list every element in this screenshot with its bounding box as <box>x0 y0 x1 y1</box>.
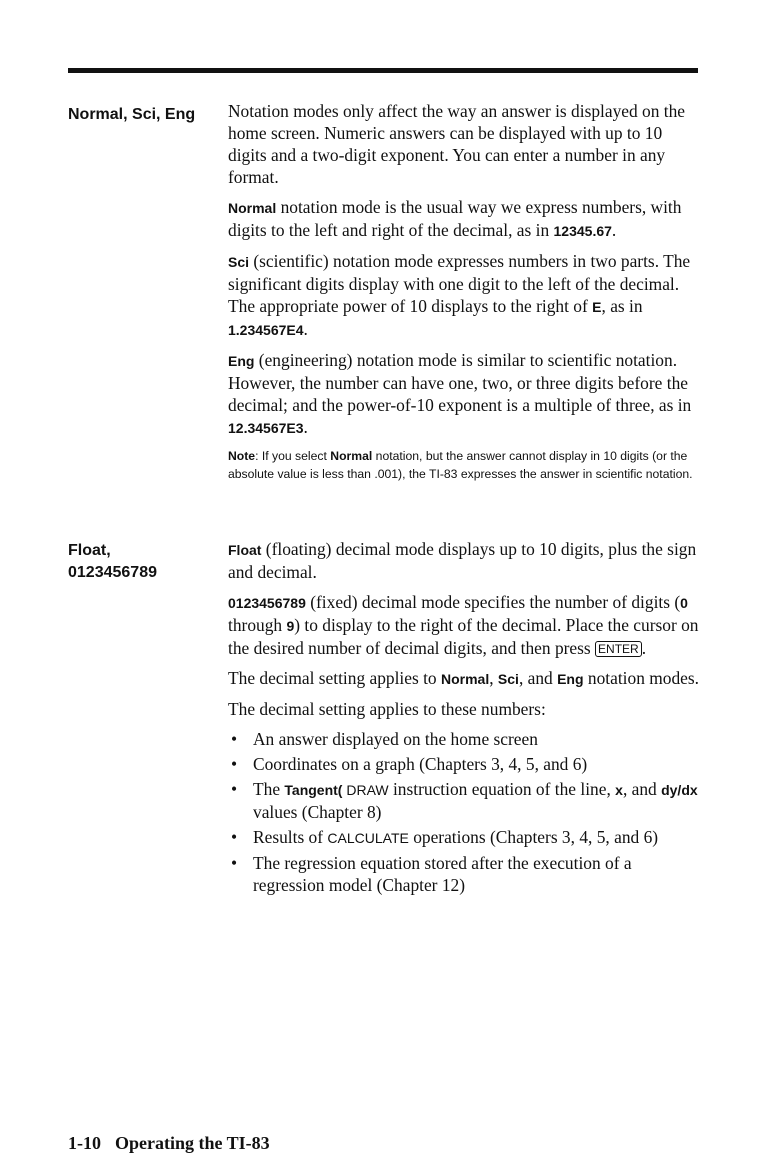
page-footer <box>68 1133 270 1154</box>
eng-example: 12.34567E3 <box>228 420 304 436</box>
list-item: • Results of CALCULATE operations (Chapters 3, 4, 5, and 6) <box>231 827 659 847</box>
bullet-icon: • <box>231 754 238 774</box>
note: Note: If you select Normal notation, but the answer cannot display in 10 digits (or the absolute value is less than .001), the TI-83 expresses the answer in scientific notation. <box>228 449 693 481</box>
sci-example: 1.234567E4 <box>228 322 304 338</box>
bullet-icon: • <box>231 827 238 847</box>
notation-intro: Notation modes only affect the way an answer is displayed on the home screen. Numeric answers can be displayed with up to 10 digits and a two-digit exponent. You can enter a number in any format. <box>228 101 686 187</box>
float-paragraph: Float (floating) decimal mode displays up to 10 digits, plus the sign and decimal. <box>228 539 697 582</box>
sci-term: Sci <box>228 254 250 270</box>
normal-term: Normal <box>228 200 277 216</box>
fixed-term: 0123456789 <box>228 595 306 611</box>
notation-side-label: Normal, Sci, Eng <box>68 106 196 123</box>
applies-list-intro: The decimal setting applies to these numbers: <box>228 699 546 719</box>
fixed-paragraph: 0123456789 (fixed) decimal mode specifies the number of digits (0 through 9) to display to the right of the decimal. Place the cursor on the desired number of decimal digits, and then press ENTER . <box>228 592 699 658</box>
note-label: Note <box>228 449 256 463</box>
list-item: • The regression equation stored after the execution of a regression model (Chapter 12) <box>231 853 632 895</box>
bullet-icon: • <box>231 779 238 799</box>
eng-paragraph: Eng (engineering) notation mode is similar to scientific notation. However, the number can have one, two, or three digits before the decimal; and the power-of-10 exponent is a multiple of three, as in 12.34567E3. <box>228 350 692 437</box>
enter-key: ENTER <box>595 641 642 657</box>
float-side-label <box>68 540 157 584</box>
list-item: • The Tangent( DRAW instruction equation of the line, x, and dy/dx values (Chapter 8) <box>231 779 698 822</box>
normal-example: 12345.67 <box>553 223 612 239</box>
float-side-label-line2: 0123456789 <box>68 564 157 581</box>
float-side-label-line1: Float, <box>68 542 111 559</box>
normal-paragraph: Normal notation mode is the usual way we express numbers, with digits to the left and right of the decimal, as in 12345.67. <box>228 197 682 240</box>
bullet-icon: • <box>231 853 238 873</box>
applies-paragraph: The decimal setting applies to Normal, Sci, and Eng notation modes. <box>228 668 699 688</box>
list-item: • Coordinates on a graph (Chapters 3, 4, 5, and 6) <box>231 754 588 774</box>
float-section <box>228 538 704 899</box>
notation-section <box>228 100 704 483</box>
list-item: • An answer displayed on the home screen <box>231 729 538 749</box>
float-term: Float <box>228 542 262 558</box>
bullet-icon: • <box>231 729 238 749</box>
header-rule <box>68 68 698 73</box>
applies-list <box>228 728 704 896</box>
chapter-title: Operating the TI-83 <box>115 1133 270 1153</box>
eng-term: Eng <box>228 353 255 369</box>
page-number: 1-10 <box>68 1133 101 1153</box>
sci-paragraph: Sci (scientific) notation mode expresses numbers in two parts. The significant digits display with one digit to the left of the decimal. The appropriate power of 10 displays to the right of E, as in 1.234567E4. <box>228 251 691 339</box>
